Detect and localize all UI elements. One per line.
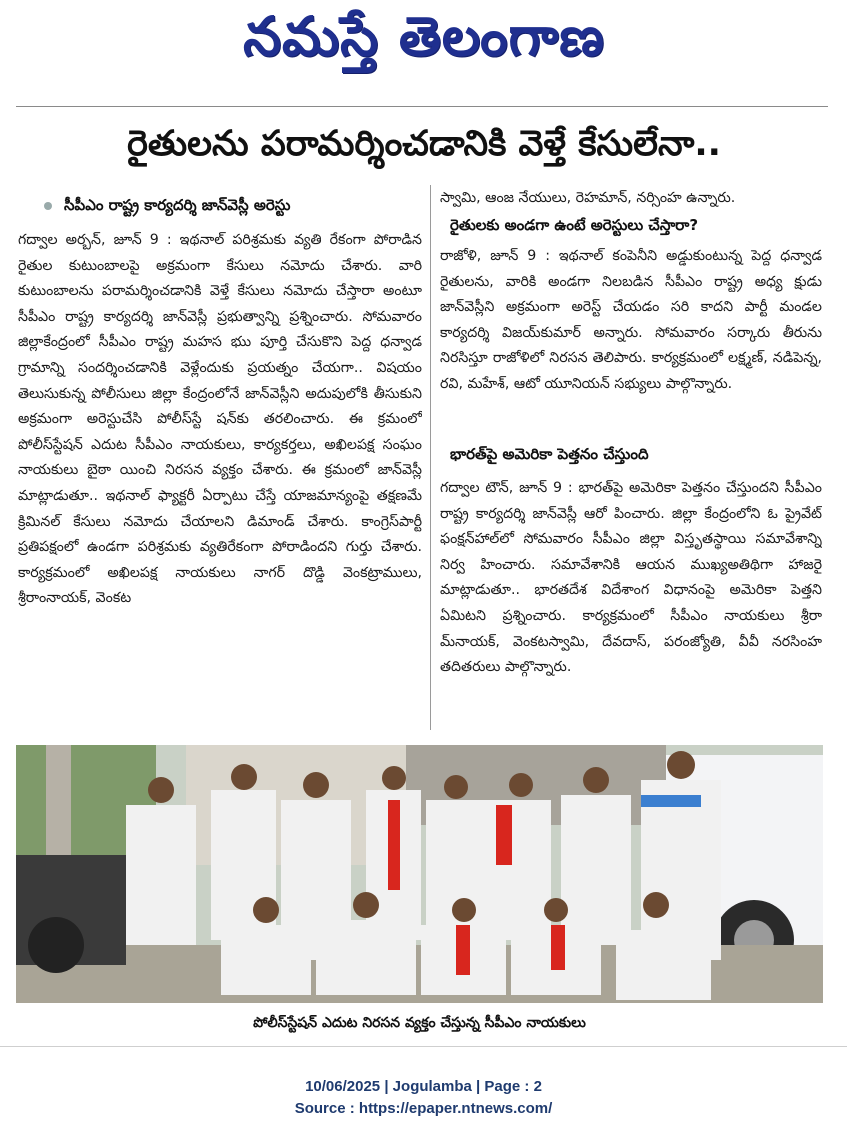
bottom-divider [0,1046,847,1047]
right-section1-body: రాజోళి, జూన్ 9 : ఇథనాల్ కంపెనీని అడ్డుకుంటున్న పెద్ద ధన్వాడ రైతులను, వారికి అండగా నిలబడిన సీపీఎం రాష్ట్ర అధ్య క్షుడు జాన్‌వెస్లీని అక్రమంగా అరెస్ట్ చేయడం సరి కాదని పార్టీ మండల కార్యదర్శి విజయ్‌కుమార్ అన్నారు. సోమవారం సర్కారు తీరును నిరసిస్తూ రాజోళిలో నిరసన తెలిపారు. కార్యక్రమంలో లక్ష్మణ్, నడిపెన్న, రవి, మహేశ్, ఆటో యూనియన్ సభ్యులు పాల్గొన్నారు. [440,248,822,392]
bullet-icon [44,202,52,210]
left-column-body: గద్వాల అర్బన్, జూన్ 9 : ఇథనాల్ పరిశ్రమకు వ్యతి రేకంగా పోరాడిన రైతుల కుటుంబాలపై అక్రమంగా కేసులు నమోదు చేశారు. వారి కుటుంబాలను పరామర్శించడానికి వెళ్తే కేసులు నమోదు చేస్తారా అంటూ సీపీఎం రాష్ట్ర కార్యదర్శి జాన్‌వెస్లీ ప్రభుత్వాన్ని ప్రశ్నించారు. సోమవారం జిల్లాకేంద్రంలో సీపీఎం రాష్ట్ర మహస భుు పూర్తి చేసుకొని పెద్ద ధన్వాడ గ్రామాన్ని సందర్శించడానికి వెళ్లేందుకు ప్రయత్నం చేయగా.. విషయం తెలుసుకున్న పోలీసులు జిల్లా కేంద్రంలోనే జాన్‌వెస్లీని అదుపులోకి తీసుకుని అక్రమంగా అరెస్టుచేసి పోలీస్‌స్టే షన్‌కు తరలించారు. ఈ క్రమంలో పోలీస్‌స్టేషన్ ఎదుట సీపీఎం నాయకులు, కార్యకర్తలు, అఖిలపక్ష సంఘం నాయకులు బైఠా యించి నిరసన వ్యక్తం చేశారు. ఈ క్రమంలో జాన్‌వెస్లీ మాట్లాడుతూ.. ఇథనాల్ ఫ్యాక్టరీ ఏర్పాటు చేస్తే యాజమాన్యంపై తక్షణమే క్రిమినల్ కేసులు నమోదు చేయాలని డిమాండ్ చేశారు. కాంగ్రెస్‌పార్టీ ప్రతిపక్షంలో ఉండగా పరిశ్రమకు వ్యతిరేకంగా పోరాడిందని గుర్తు చేశారు. కార్యక్రమంలో అఖిలపక్ష నాయకులు నాగర్ దొడ్డి వెంకట్రాములు, శ్రీరాంనాయక్, వెంకట [18,232,422,607]
article-headline: రైతులను పరామర్శించడానికి వెళ్తే కేసులేనా.. [127,124,721,164]
top-divider [16,106,828,107]
protest-photo [16,745,823,1003]
photo-caption: పోలీస్‌స్టేషన్ ఎదుట నిరసన వ్యక్తం చేస్తున్న సీపీఎం నాయకులు [253,1015,586,1031]
protest-photo-illustration [16,745,823,1003]
right-subhead-2: భారత్‌పై అమెరికా పెత్తనం చేస్తుంది [450,445,649,463]
column-divider [430,185,431,730]
left-subhead [44,196,424,220]
right-subhead-1: రైతులకు అండగా ఉంటే అరెస్టులు చేస్తారా? [450,216,699,234]
newspaper-logo: నమస్తే తెలంగాణ [243,4,605,68]
masthead [0,0,847,92]
footer-source: Source : https://epaper.ntnews.com/ [294,1100,553,1117]
right-column-intro: స్వామి, ఆంజ నేయులు, రెహమాన్, నర్సింహ ఉన్నారు. [440,190,736,206]
right-section2-body: గద్వాల టౌన్, జూన్ 9 : భారత్‌పై అమెరికా పెత్తనం చేస్తుందని సీపీఎం రాష్ట్ర కార్యదర్శి జాన్‌వెస్లీ ఆరో పించారు. జిల్లా కేంద్రంలోని ఓ ప్రైవేట్ ఫంక్షన్‌హాల్‌లో సోమవారం సీపీఎం జిల్లా విస్తృతస్థాయి సమావేశాన్ని నిర్వ హించారు. సమావేశానికి ఆయన ముఖ్యఅతిథిగా హాజరై మాట్లాడుతూ.. భారతదేశ విదేశాంగ విధానంపై అమెరికా పెత్తని ఏమిటని ప్రశ్నించారు. కార్యక్రమంలో సీపీఎం నాయకులు శ్రీరా మ్‌నాయక్, వెంకటస్వామి, దేవదాస్, పరంజ్యోతి, వీవీ నరసింహ తదితరులు పాల్గొన్నారు. [440,480,822,676]
footer-date-edition: 10/06/2025 | Jogulamba | Page : 2 [305,1078,542,1095]
left-subhead-text: సీపీఎం రాష్ట్ర కార్యదర్శి జాన్‌వెస్లీ అరెస్టు [64,196,291,214]
